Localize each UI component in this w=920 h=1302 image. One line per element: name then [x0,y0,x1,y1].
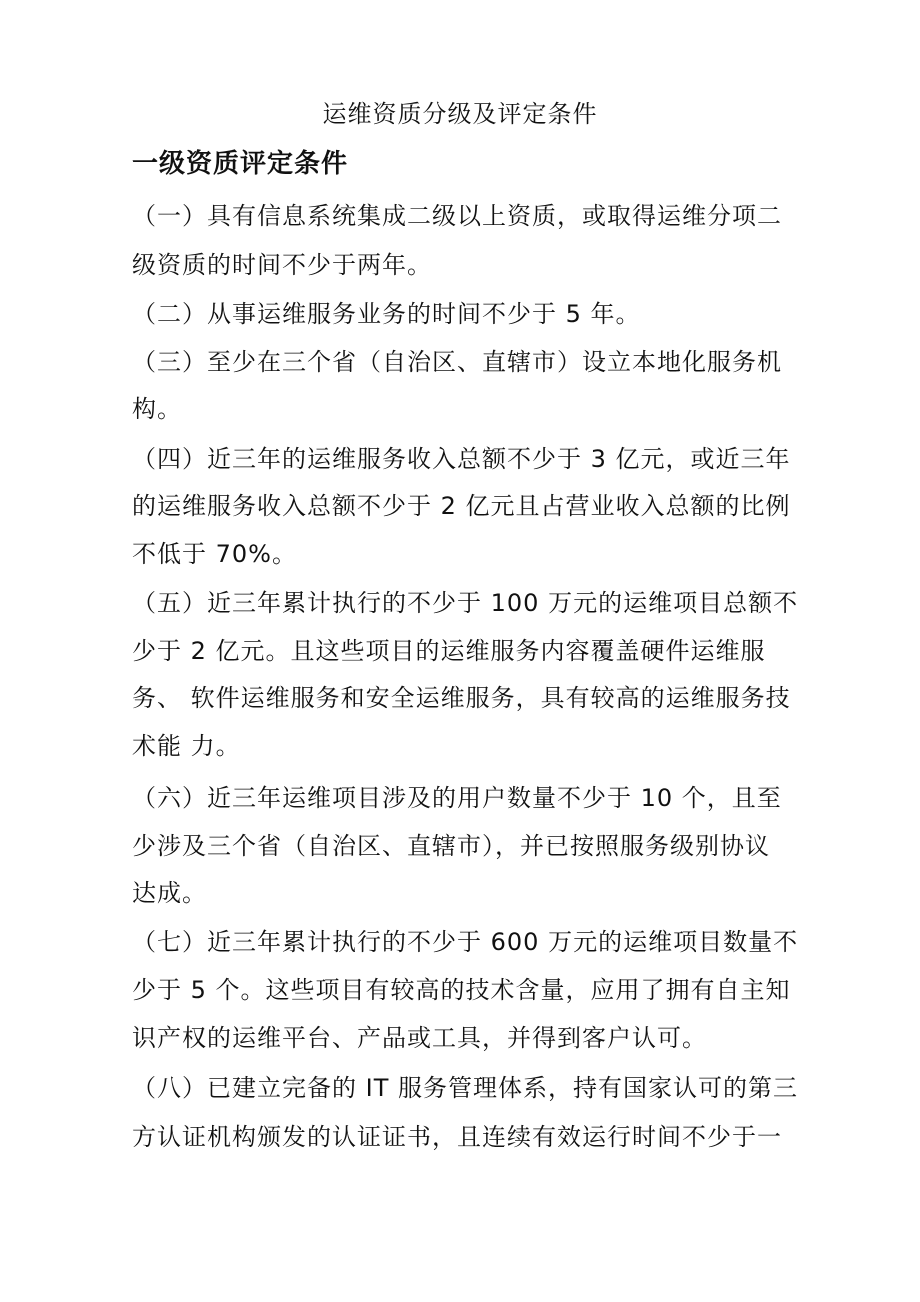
paragraph-5-line-4: 术能 力。 [132,732,241,760]
paragraph-4-line-2: 的运维服务收入总额不少于 2 亿元且占营业收入总额的比例 [132,492,791,520]
paragraph-3-line-1: （三）至少在三个省（自治区、直辖市）设立本地化服务机 [132,348,782,376]
paragraph-8-line-2: 方认证机构颁发的认证证书，且连续有效运行时间不少于一 [132,1123,782,1151]
paragraph-1-line-1: （一）具有信息系统集成二级以上资质，或取得运维分项二 [132,202,782,230]
paragraph-7-line-3: 识产权的运维平台、产品或工具，并得到客户认可。 [132,1024,707,1052]
paragraph-4-line-3: 不低于 70%。 [132,540,297,568]
paragraph-1-line-2: 级资质的时间不少于两年。 [132,251,432,279]
paragraph-5-line-1: （五）近三年累计执行的不少于 100 万元的运维项目总额不 [132,589,799,617]
paragraph-6-line-2: 少涉及三个省（自治区、直辖市），并已按照服务级别协议 [132,832,770,860]
paragraph-2-line-1: （二）从事运维服务业务的时间不少于 5 年。 [132,300,641,328]
document-title: 运维资质分级及评定条件 [322,100,598,128]
paragraph-8-line-1: （八）已建立完备的 IT 服务管理体系，持有国家认可的第三 [132,1074,798,1102]
paragraph-5-line-3: 务、 软件运维服务和安全运维服务，具有较高的运维服务技 [132,684,791,712]
paragraph-7-line-2: 少于 5 个。这些项目有较高的技术含量，应用了拥有自主知 [132,976,791,1004]
paragraph-4-line-1: （四）近三年的运维服务收入总额不少于 3 亿元，或近三年 [132,445,791,473]
paragraph-7-line-1: （七）近三年累计执行的不少于 600 万元的运维项目数量不 [132,928,799,956]
paragraph-3-line-2: 构。 [132,395,182,423]
section-heading: 一级资质评定条件 [132,149,349,179]
paragraph-6-line-3: 达成。 [132,879,207,907]
paragraph-5-line-2: 少于 2 亿元。且这些项目的运维服务内容覆盖硬件运维服 [132,637,766,665]
paragraph-6-line-1: （六）近三年运维项目涉及的用户数量不少于 10 个，且至 [132,784,782,812]
